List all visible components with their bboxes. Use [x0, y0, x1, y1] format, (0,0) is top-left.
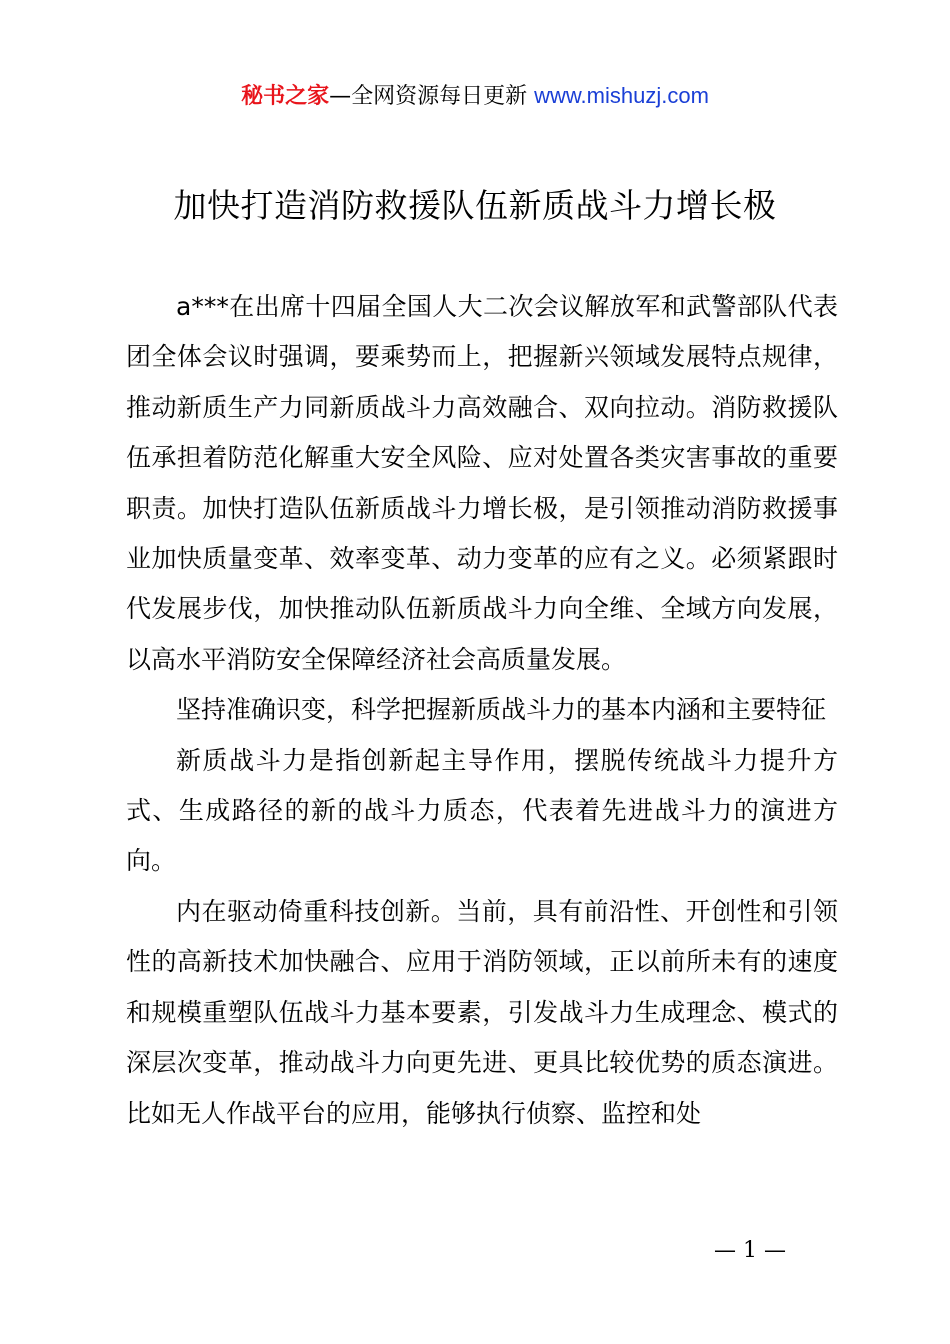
document-title: 加快打造消防救援队伍新质战斗力增长极: [173, 186, 777, 225]
banner-tagline: —全网资源每日更新: [329, 84, 535, 109]
paragraph-intro: a***在出席十四届全国人大二次会议解放军和武警部队代表团全体会议时强调，要乘势而上，把握新兴领域发展特点规律，推动新质生产力同新质战斗力高效融合、双向拉动。消防救援队伍承担着防范化解重大安全风险、应对处置各类灾害事故的重要职责。加快打造队伍新质战斗力增长极，是引领推动消防救援事业加快质量变革、效率变革、动力变革的应有之义。必须紧跟时代发展步伐，加快推动队伍新质战斗力向全维、全域方向发展，以高水平消防安全保障经济社会高质量发展。: [126, 292, 838, 674]
site-url-link[interactable]: www.mishuzj.com: [534, 83, 709, 108]
document-body: [126, 282, 838, 1139]
brand-name: 秘书之家: [241, 84, 330, 109]
site-banner: [0, 80, 950, 113]
section-heading: 坚持准确识变，科学把握新质战斗力的基本内涵和主要特征: [176, 695, 827, 725]
page-number: — 1 —: [714, 1238, 786, 1263]
paragraph-definition: 新质战斗力是指创新起主导作用，摆脱传统战斗力提升方式、生成路径的新的战斗力质态，代表着先进战斗力的演进方向。: [126, 745, 838, 876]
paragraph-driver: 内在驱动倚重科技创新。当前，具有前沿性、开创性和引领性的高新技术加快融合、应用于消防领域，正以前所未有的速度和规模重塑队伍战斗力基本要素，引发战斗力生成理念、模式的深层次变革，推动战斗力向更先进、更具比较优势的质态演进。比如无人作战平台的应用，能够执行侦察、监控和处: [126, 896, 838, 1128]
